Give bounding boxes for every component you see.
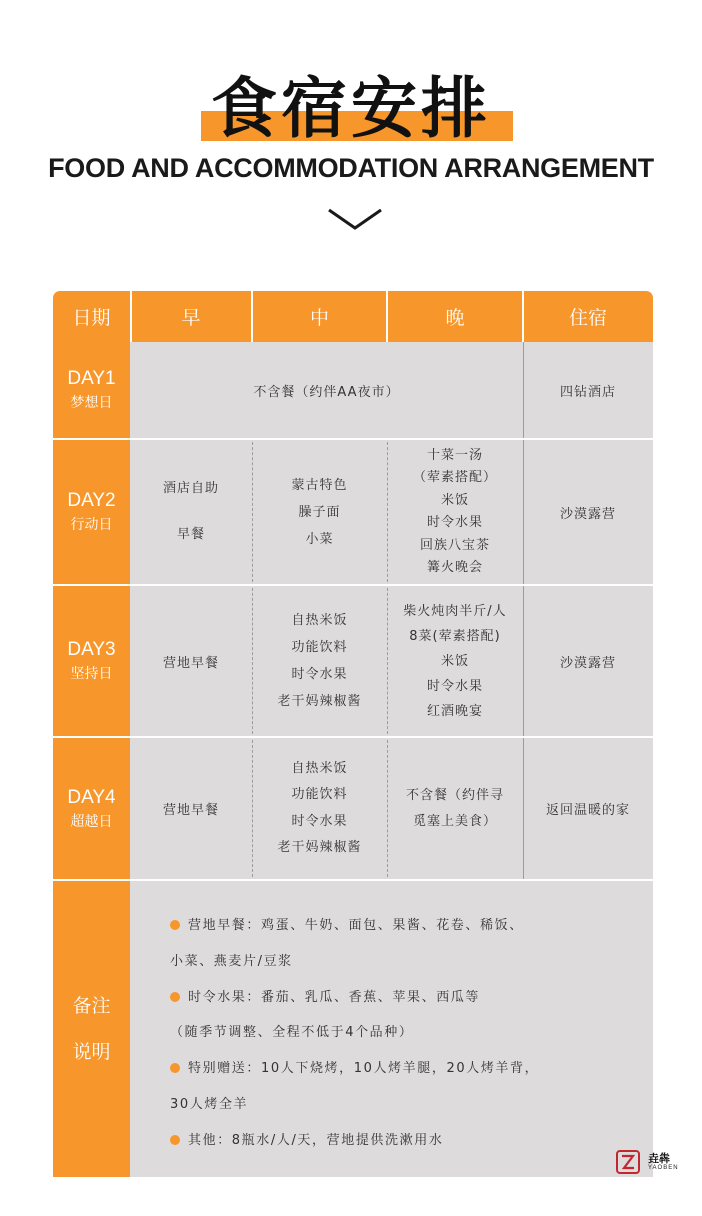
hero-header bbox=[0, 0, 702, 260]
cell-text: 沙漠露营 bbox=[559, 506, 616, 522]
breakfast-cell bbox=[130, 586, 252, 736]
notes-label bbox=[53, 881, 130, 1177]
header-stay: 住宿 bbox=[523, 291, 653, 342]
note-continuation bbox=[170, 1021, 413, 1040]
page-subtitle: FOOD AND ACCOMMODATION ARRANGEMENT bbox=[48, 153, 654, 183]
brand-logo bbox=[616, 1150, 686, 1176]
note-text: 小菜、燕麦片/豆浆 bbox=[170, 954, 293, 969]
cell-line: 自热米饭 bbox=[291, 760, 348, 776]
notes-label-line: 说明 bbox=[72, 1041, 111, 1063]
note-text: 30人烤全羊 bbox=[170, 1097, 249, 1112]
cell-line: 臊子面 bbox=[298, 504, 341, 520]
stay-cell bbox=[523, 586, 653, 736]
day-label bbox=[53, 440, 130, 584]
bullet-dot-icon bbox=[170, 1135, 180, 1145]
lunch-cell bbox=[252, 738, 387, 879]
cell-line: 老干妈辣椒酱 bbox=[277, 840, 362, 855]
day-number: DAY3 bbox=[67, 639, 116, 660]
header-divider bbox=[522, 291, 524, 342]
note-text: 时令水果：番茄、乳瓜、香蕉、苹果、西瓜等 bbox=[188, 990, 481, 1005]
day-label bbox=[53, 342, 130, 438]
cell-line: 营地早餐 bbox=[162, 655, 219, 671]
cell-line: 十菜一汤 bbox=[426, 447, 483, 463]
chevron-down-icon bbox=[326, 206, 384, 232]
cell-text: 不含餐（约伴AA夜市） bbox=[253, 384, 400, 400]
note-continuation bbox=[170, 950, 293, 969]
cell-line: 篝火晚会 bbox=[426, 560, 483, 575]
note-text: 特别赠送：10人下烧烤，10人烤羊腿，20人烤羊背， bbox=[188, 1061, 540, 1076]
lunch-cell bbox=[252, 586, 387, 736]
day-label bbox=[53, 586, 130, 736]
cell-line: 时令水果 bbox=[291, 667, 348, 682]
header-breakfast: 早 bbox=[130, 291, 252, 342]
note-item bbox=[170, 1057, 539, 1076]
header-dinner: 晚 bbox=[387, 291, 523, 342]
row-divider bbox=[53, 879, 653, 881]
day-name: 坚持日 bbox=[70, 666, 113, 682]
note-item bbox=[170, 986, 480, 1005]
logo-name: 垚犇 bbox=[648, 1152, 670, 1165]
cell-line: 时令水果 bbox=[426, 515, 483, 530]
cell-line: 早餐 bbox=[176, 527, 205, 542]
logo-name-en: YAOBEN bbox=[648, 1165, 679, 1171]
cell-line: 红酒晚宴 bbox=[426, 703, 483, 719]
meals-merged-cell bbox=[130, 342, 523, 438]
cell-line: （荤素搭配） bbox=[412, 470, 497, 485]
note-item bbox=[170, 914, 524, 933]
header-divider bbox=[251, 291, 253, 342]
notes-label-line: 备注 bbox=[72, 995, 111, 1017]
cell-text: 沙漠露营 bbox=[559, 655, 616, 671]
header-lunch: 中 bbox=[252, 291, 387, 342]
cell-line: 柴火炖肉半斤/人 bbox=[403, 603, 507, 619]
cell-line: 酒店自助 bbox=[162, 481, 219, 496]
cell-line: 功能饮料 bbox=[291, 787, 348, 802]
dinner-cell bbox=[387, 586, 523, 736]
page-title: 食宿安排 bbox=[211, 70, 491, 147]
breakfast-cell bbox=[130, 738, 252, 879]
note-text: 其他：8瓶水/人/天，营地提供洗漱用水 bbox=[188, 1133, 444, 1148]
day-number: DAY4 bbox=[67, 786, 116, 808]
header-divider bbox=[386, 291, 388, 342]
dinner-cell bbox=[387, 738, 523, 879]
logo-mark-icon bbox=[616, 1150, 640, 1174]
cell-line: 时令水果 bbox=[426, 678, 483, 694]
bullet-dot-icon bbox=[170, 992, 180, 1002]
cell-line: 自热米饭 bbox=[291, 613, 348, 628]
cell-line: 米饭 bbox=[440, 653, 469, 669]
day-name: 梦想日 bbox=[70, 395, 113, 411]
bullet-dot-icon bbox=[170, 920, 180, 930]
breakfast-cell bbox=[130, 440, 252, 584]
stay-cell bbox=[523, 738, 653, 879]
bullet-dot-icon bbox=[170, 1063, 180, 1073]
cell-text: 返回温暖的家 bbox=[545, 803, 630, 818]
day-name: 行动日 bbox=[70, 517, 113, 533]
cell-line: 觅塞上美食） bbox=[412, 813, 497, 829]
cell-line: 回族八宝茶 bbox=[419, 537, 490, 553]
cell-line: 米饭 bbox=[440, 492, 469, 508]
cell-line: 小菜 bbox=[305, 531, 334, 547]
stay-cell bbox=[523, 440, 653, 584]
day-number: DAY2 bbox=[67, 490, 116, 511]
stay-cell bbox=[523, 342, 653, 438]
day-name: 超越日 bbox=[70, 813, 113, 830]
cell-line: 蒙古特色 bbox=[291, 477, 348, 493]
cell-line: 营地早餐 bbox=[162, 803, 219, 818]
cell-line: 8菜(荤素搭配) bbox=[409, 628, 501, 644]
note-continuation bbox=[170, 1093, 248, 1112]
header-date: 日期 bbox=[53, 291, 130, 342]
cell-line: 功能饮料 bbox=[291, 640, 348, 655]
cell-text: 四钻酒店 bbox=[559, 384, 616, 400]
cell-line: 不含餐（约伴寻 bbox=[405, 787, 504, 803]
note-text: （随季节调整、全程不低于4个品种） bbox=[170, 1025, 414, 1040]
dinner-cell bbox=[387, 440, 523, 584]
day-number: DAY1 bbox=[67, 368, 116, 389]
cell-line: 老干妈辣椒酱 bbox=[277, 694, 362, 709]
cell-line: 时令水果 bbox=[291, 813, 348, 829]
note-item bbox=[170, 1129, 443, 1148]
day-label bbox=[53, 738, 130, 879]
lunch-cell bbox=[252, 440, 387, 584]
header-divider bbox=[130, 291, 132, 342]
note-text: 营地早餐：鸡蛋、牛奶、面包、果酱、花卷、稀饭、 bbox=[188, 918, 524, 933]
